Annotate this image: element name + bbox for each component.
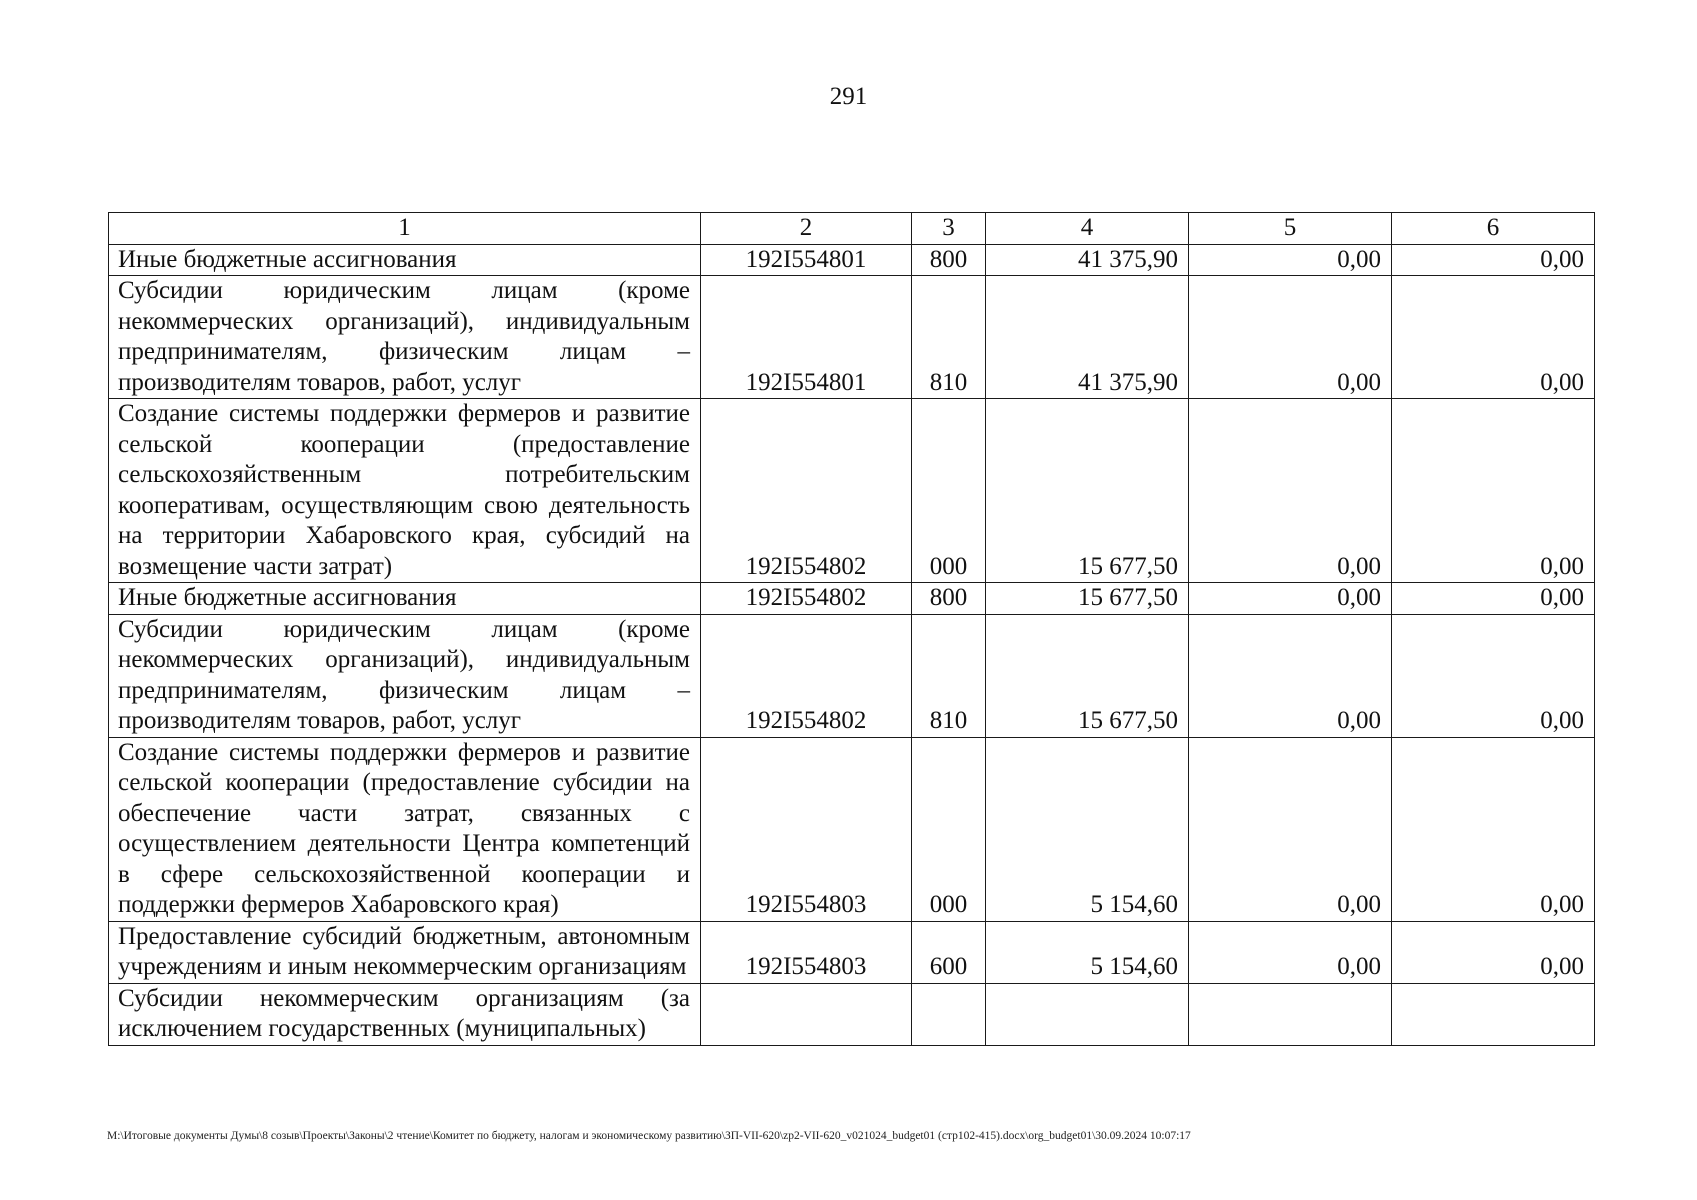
row-amount-6: 0,00 [1392,276,1595,399]
row-code: 192I554802 [701,614,912,737]
column-header-1: 1 [109,213,701,245]
row-code: 192I554802 [701,399,912,583]
page-number: 291 [829,83,868,110]
row-code: 192I554803 [701,921,912,983]
table-row [109,737,1595,921]
row-amount-4: 15 677,50 [986,614,1189,737]
row-code: 192I554803 [701,737,912,921]
row-name: Предоставление субсидий бюджетным, автономным учреждениям и иным некоммерческим организациям [109,921,701,983]
table-row [109,583,1595,615]
row-expense-type: 800 [912,244,986,276]
row-amount-5: 0,00 [1189,614,1392,737]
table-row [109,244,1595,276]
row-expense-type: 000 [912,399,986,583]
table-header-row [109,213,1595,245]
row-amount-4: 41 375,90 [986,244,1189,276]
row-code [701,983,912,1045]
row-amount-4: 5 154,60 [986,737,1189,921]
row-code: 192I554801 [701,244,912,276]
row-expense-type [912,983,986,1045]
row-amount-5: 0,00 [1189,399,1392,583]
row-code: 192I554802 [701,583,912,615]
row-name: Субсидии некоммерческим организациям (за исключением государственных (муниципальных) [109,983,701,1045]
row-amount-5: 0,00 [1189,737,1392,921]
row-amount-5: 0,00 [1189,244,1392,276]
row-expense-type: 600 [912,921,986,983]
row-expense-type: 800 [912,583,986,615]
row-amount-4: 15 677,50 [986,399,1189,583]
row-amount-6: 0,00 [1392,921,1595,983]
row-name: Иные бюджетные ассигнования [109,244,701,276]
row-amount-6: 0,00 [1392,399,1595,583]
row-code: 192I554801 [701,276,912,399]
row-amount-6: 0,00 [1392,614,1595,737]
row-amount-5 [1189,983,1392,1045]
column-header-6: 6 [1392,213,1595,245]
row-expense-type: 810 [912,614,986,737]
row-name: Иные бюджетные ассигнования [109,583,701,615]
table-row [109,276,1595,399]
row-expense-type: 000 [912,737,986,921]
row-amount-4: 15 677,50 [986,583,1189,615]
row-name: Субсидии юридическим лицам (кроме некоммерческих организаций), индивидуальным предпринимателям, физическим лицам – производителям товаров, работ, услуг [109,276,701,399]
row-name: Субсидии юридическим лицам (кроме некоммерческих организаций), индивидуальным предпринимателям, физическим лицам – производителям товаров, работ, услуг [109,614,701,737]
row-amount-6: 0,00 [1392,583,1595,615]
column-header-4: 4 [986,213,1189,245]
row-amount-5: 0,00 [1189,583,1392,615]
footer-file-path: M:\Итоговые документы Думы\8 созыв\Проекты\Законы\2 чтение\Комитет по бюджету, налогам и экономическому развитию\ЗП-VII-620\zp2-VII-620_v021024_budget01 (стр102-415).docx\org_budget01\30.09.2024 10:07:17 [107,1130,1191,1142]
row-amount-5: 0,00 [1189,276,1392,399]
row-amount-4: 41 375,90 [986,276,1189,399]
row-amount-5: 0,00 [1189,921,1392,983]
row-amount-6: 0,00 [1392,737,1595,921]
budget-table [108,212,1595,1046]
table-row [109,983,1595,1045]
row-amount-6: 0,00 [1392,244,1595,276]
column-header-5: 5 [1189,213,1392,245]
column-header-3: 3 [912,213,986,245]
row-amount-4 [986,983,1189,1045]
row-expense-type: 810 [912,276,986,399]
row-amount-6 [1392,983,1595,1045]
table-row [109,921,1595,983]
row-name: Создание системы поддержки фермеров и развитие сельской кооперации (предоставление сельскохозяйственным потребительским кооперативам, осуществляющим свою деятельность на территории Хабаровского края, субсидий на возмещение части затрат) [109,399,701,583]
row-name: Создание системы поддержки фермеров и развитие сельской кооперации (предоставление субсидии на обеспечение части затрат, связанных с осуществлением деятельности Центра компетенций в сфере сельскохозяйственной кооперации и поддержки фермеров Хабаровского края) [109,737,701,921]
column-header-2: 2 [701,213,912,245]
table-row [109,614,1595,737]
table-row [109,399,1595,583]
row-amount-4: 5 154,60 [986,921,1189,983]
